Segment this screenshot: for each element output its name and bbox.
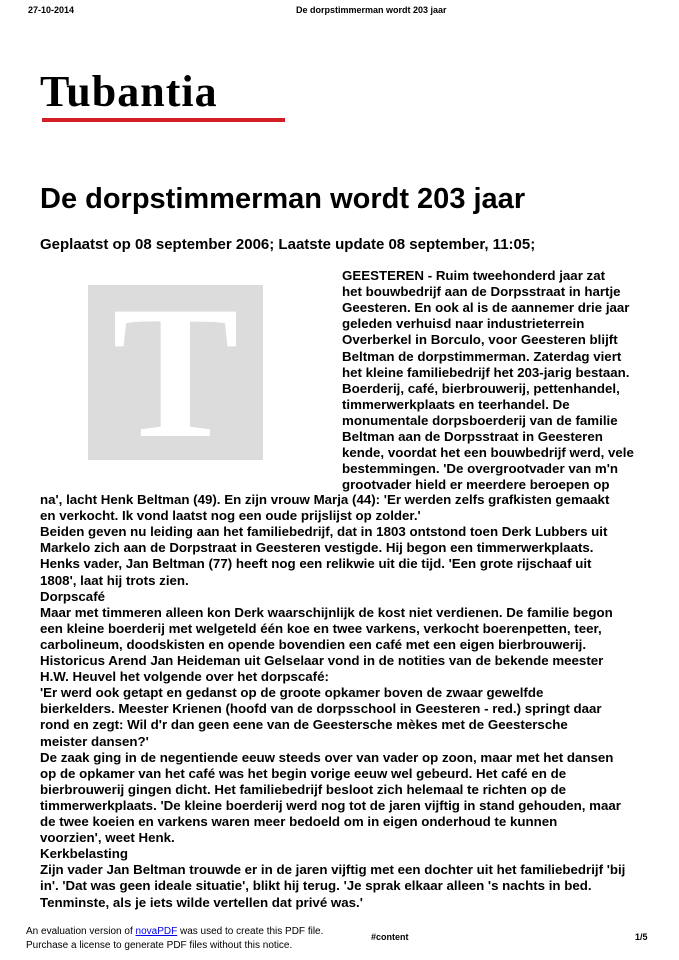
body-line: Kerkbelasting (40, 846, 128, 862)
purchase-notice: Purchase a license to generate PDF files without this notice. (26, 940, 293, 951)
body-line: een kleine boerderij met welgeteld één koe en twee varkens, verkocht boerenpetten, teer, (40, 620, 602, 636)
intro-line: Boerderij, café, bierbrouwerij, pettenhandel, (342, 380, 620, 396)
body-line: Zijn vader Jan Beltman trouwde er in de jaren vijftig met een dochter uit het familiebedrijf 'bij (40, 862, 626, 878)
eval-prefix: An evaluation version of (26, 926, 136, 937)
tubantia-logo: Tubantia (40, 67, 218, 116)
eval-suffix: was used to create this PDF file. (177, 926, 324, 937)
intro-line: kende, voordat het een bouwbedrijf werd, vele (342, 445, 634, 461)
print-date: 27-10-2014 (28, 5, 75, 15)
intro-line: GEESTEREN - Ruim tweehonderd jaar zat (342, 268, 606, 283)
photo-t-glyph: T (112, 285, 239, 460)
body-line: Tenminste, als je iets wilde vertellen dat privé was.' (40, 894, 363, 910)
body-line: 'Er werd ook getapt en gedanst op de groote opkamer boven de zwaar gewelfde (40, 685, 544, 701)
body-line: op de opkamer van het café was het begin vorige eeuw wel gebeurd. Het café en de (40, 765, 567, 781)
print-page-title: De dorpstimmerman wordt 203 jaar (296, 5, 447, 15)
novapdf-link[interactable]: novaPDF (135, 926, 178, 937)
intro-line: Beltman aan de Dorpsstraat in Geesteren (342, 429, 603, 444)
evaluation-notice (26, 926, 323, 937)
body-line: Henks vader, Jan Beltman (77) heeft nog een relikwie uit die tijd. 'Een grote rijschaaf uit (40, 556, 592, 572)
body-line: meister dansen?' (40, 733, 149, 749)
body-line: de twee koeien en varkens waren meer bedoeld om in eigen onderhoud te kunnen (40, 814, 558, 829)
body-line: na', lacht Henk Beltman (49). En zijn vrouw Marja (44): 'Er werden zelfs grafkisten gemaakt (40, 492, 610, 507)
intro-line: bestemmingen. 'De overgrootvader van m'n (342, 461, 619, 477)
body-line: rond en zegt: Wil d'r dan geen eene van de Geestersche mèkes met de Geestersche (40, 717, 568, 733)
body-line: De zaak ging in de negentiende eeuw steeds over van vader op zoon, maar met het dansen (40, 749, 614, 765)
intro-line: Overberkel in Borculo, voor Geesteren blijft (342, 332, 618, 348)
intro-line: het bouwbedrijf aan de Dorpsstraat in hartje (342, 284, 621, 300)
intro-line: Beltman de dorpstimmerman. Zaterdag viert (342, 348, 622, 364)
body-line: Dorpscafé (40, 588, 106, 604)
body-line: Historicus Arend Jan Heideman uit Gelselaar vond in de notities van de bekende meester (40, 653, 604, 668)
article-headline: De dorpstimmerman wordt 203 jaar (40, 183, 526, 215)
intro-line: grootvader hield er meerdere beroepen op (342, 477, 610, 493)
content-anchor: #content (371, 932, 409, 942)
intro-line: Geesteren. En ook al is de aannemer drie jaar (342, 300, 630, 316)
body-line: carbolineum, doodskisten en opende bovendien een café met een eigen bierbrouwerij. (40, 636, 587, 652)
body-line: timmerwerkplaats. 'De kleine boerderij werd nog tot de jaren vijftig in stand gehouden, maar (40, 797, 621, 813)
body-line: en verkocht. Ik vond laatst nog een oude prijslijst op zolder.' (40, 508, 421, 524)
intro-line: het kleine familiebedrijf het 203-jarig bestaan. (342, 364, 630, 380)
intro-line: monumentale dorpsboerderij van de familie (342, 412, 618, 428)
body-line: Maar met timmeren alleen kon Derk waarschijnlijk de kost niet verdienen. De familie begon (40, 604, 613, 620)
article-photo-placeholder (88, 285, 263, 460)
body-line: 1808', laat hij trots zien. (40, 572, 189, 588)
body-line: Markelo zich aan de Dorpstraat in Geesteren vestigde. Hij begon een timmerwerkplaats. (40, 540, 594, 556)
logo-underline (42, 118, 285, 122)
body-line: H.W. Heuvel het volgende over het dorpscafé: (40, 669, 329, 685)
body-line: bierkelders. Meester Krienen (hoofd van de dorpsschool in Geesteren - red.) springt daar (40, 701, 602, 717)
body-line: bierbrouwerij gingen dicht. Het familiebedrijf besloot zich helemaal te richten op de (40, 781, 567, 797)
intro-line: geleden verhuisd naar industrieterrein (342, 316, 585, 332)
intro-line: timmerwerkplaats en teerhandel. De (342, 396, 570, 412)
article-meta: Geplaatst op 08 september 2006; Laatste update 08 september, 11:05; (40, 236, 536, 253)
body-line: voorzien', weet Henk. (40, 830, 175, 846)
body-line: in'. 'Dat was geen ideale situatie', blikt hij terug. 'Je sprak elkaar alleen 's nachts in bed. (40, 878, 592, 894)
page-number: 1/5 (635, 932, 648, 942)
body-line: Beiden geven nu leiding aan het familiebedrijf, dat in 1803 ontstond toen Derk Lubbers uit (40, 524, 608, 540)
